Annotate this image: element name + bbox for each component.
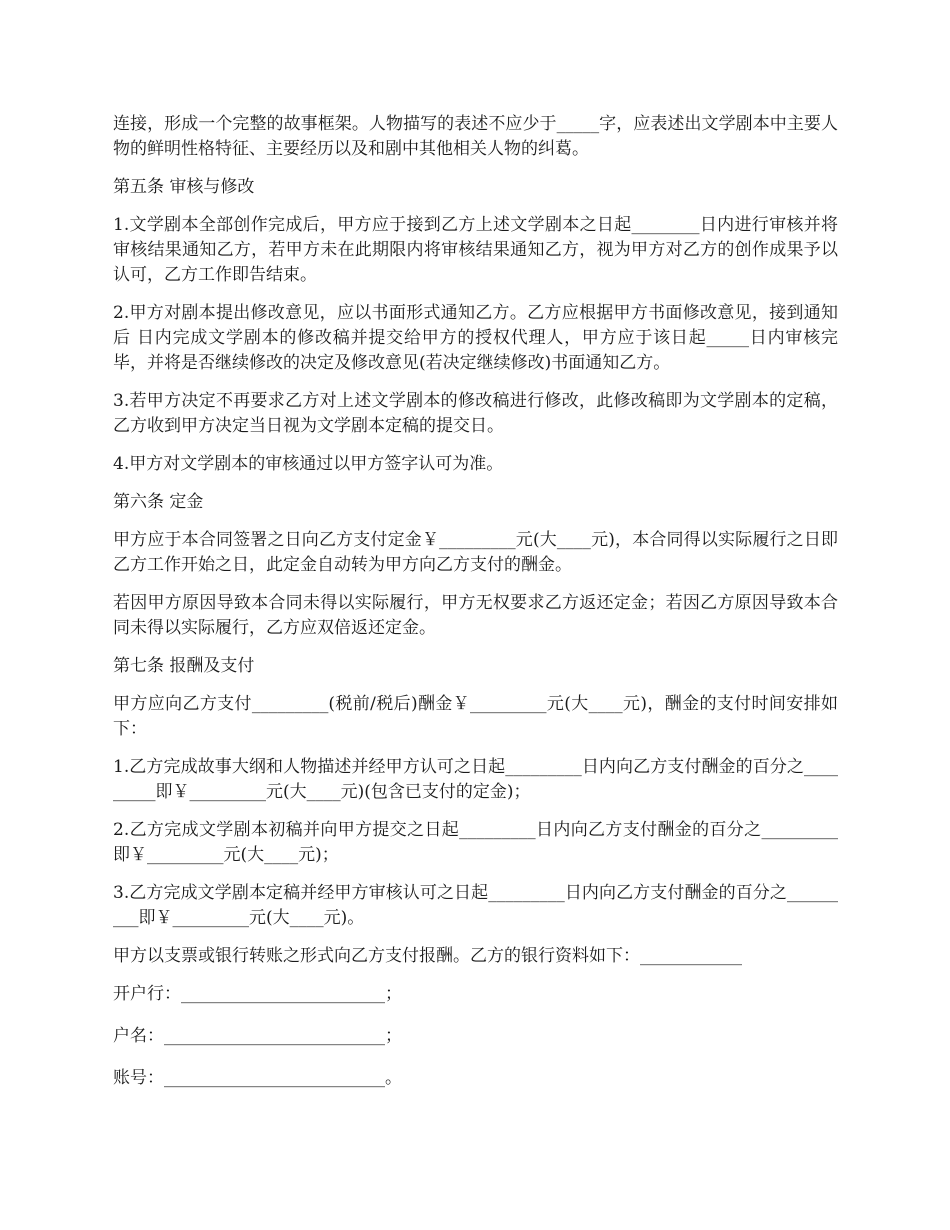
- para-7-1: 甲方应向乙方支付_________(税前/税后)酬金￥_________元(大____元)，酬金的支付时间安排如下：: [113, 694, 838, 739]
- heading-article-6: 第六条 定金: [113, 492, 204, 512]
- heading-article-7: 第七条 报酬及支付: [113, 656, 255, 676]
- para-5-3: 3.若甲方决定不再要求乙方对上述文学剧本的修改稿进行修改，此修改稿即为文学剧本的定稿，乙方收到甲方决定当日视为文学剧本定稿的提交日。: [113, 391, 838, 436]
- heading-article-5: 第五条 审核与修改: [113, 177, 255, 197]
- para-7-4: 3.乙方完成文学剧本定稿并经甲方审核认可之日起_________日内向乙方支付酬金的百分之_________即￥_________元(大____元)。: [113, 883, 838, 928]
- para-7-2: 1.乙方完成故事大纲和人物描述并经甲方认可之日起_________日内向乙方支付酬金的百分之_________即￥_________元(大____元)(包含已支付的定金)；: [113, 757, 838, 802]
- para-5-4: 4.甲方对文学剧本的审核通过以甲方签字认可为准。: [113, 454, 504, 474]
- para-6-2: 若因甲方原因导致本合同未得以实际履行，甲方无权要求乙方返还定金；若因乙方原因导致本合同未得以实际履行，乙方应双倍返还定金。: [113, 593, 838, 638]
- document-body: [113, 112, 838, 1108]
- field-account-number: 账号：__________________________。: [113, 1068, 402, 1088]
- para-outline-tail: 连接，形成一个完整的故事框架。人物描写的表述不应少于_____字，应表述出文学剧本中主要人物的鲜明性格特征、主要经历以及和剧中其他相关人物的纠葛。: [113, 114, 838, 159]
- para-6-1: 甲方应于本合同签署之日向乙方支付定金￥_________元(大____元)，本合同得以实际履行之日即乙方工作开始之日，此定金自动转为甲方向乙方支付的酬金。: [113, 530, 838, 575]
- para-5-2: 2.甲方对剧本提出修改意见，应以书面形式通知乙方。乙方应根据甲方书面修改意见，接到通知后 日内完成文学剧本的修改稿并提交给甲方的授权代理人，甲方应于该日起_____日内审核完毕，并将是否继续修改的决定及修改意见(若决定继续修改)书面通知乙方。: [113, 303, 838, 373]
- para-7-3: 2.乙方完成文学剧本初稿并向甲方提交之日起_________日内向乙方支付酬金的百分之_________即￥_________元(大____元)；: [113, 820, 838, 865]
- para-5-1: 1.文学剧本全部创作完成后，甲方应于接到乙方上述文学剧本之日起________日内进行审核并将审核结果通知乙方，若甲方未在此期限内将审核结果通知乙方，视为甲方对乙方的创作成果予以认可，乙方工作即告结束。: [113, 215, 838, 285]
- para-7-5: 甲方以支票或银行转账之形式向乙方支付报酬。乙方的银行资料如下：____________: [113, 946, 742, 966]
- field-account-name: 户名：__________________________；: [113, 1026, 402, 1046]
- field-bank: 开户行：________________________；: [113, 984, 402, 1004]
